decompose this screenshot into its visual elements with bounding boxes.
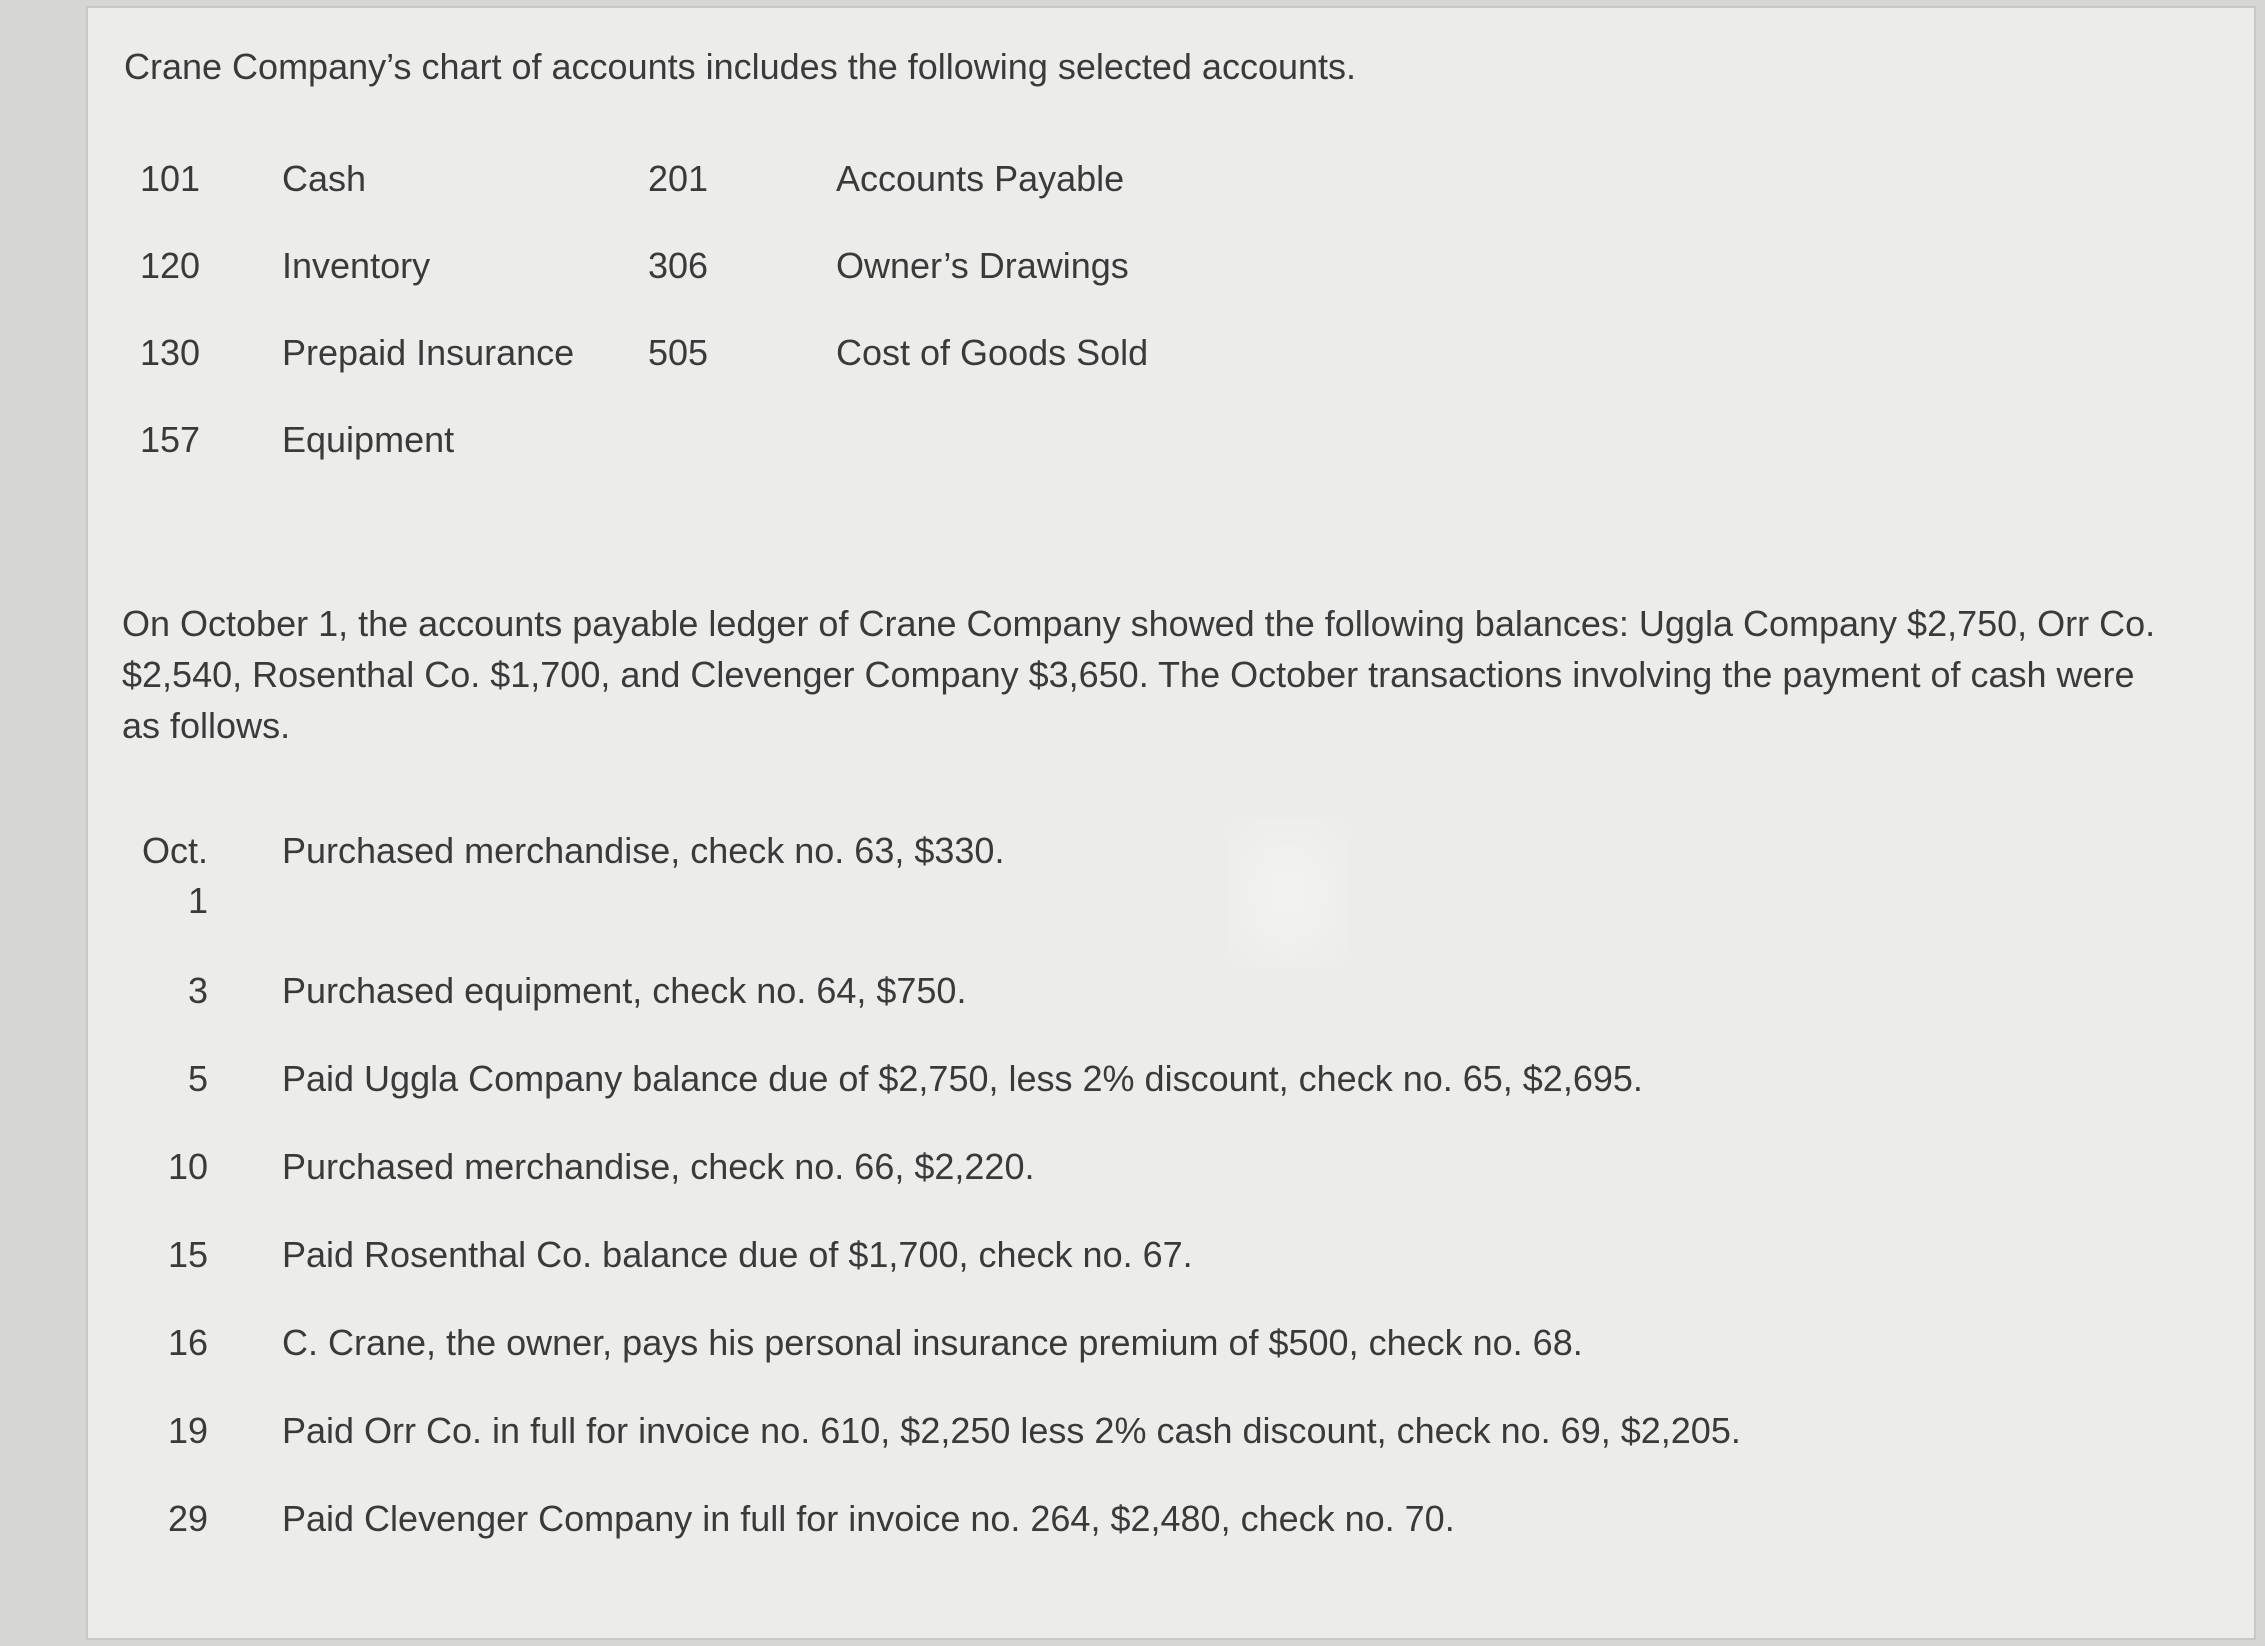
account-name: Equipment: [282, 419, 455, 460]
transaction-day: 1: [187, 880, 208, 921]
intro-text: Crane Company’s chart of accounts includes the following selected accounts.: [124, 46, 1357, 87]
transaction-day: 16: [167, 1322, 208, 1363]
transaction-day: 5: [187, 1058, 208, 1099]
account-number: 120: [140, 245, 201, 286]
account-name: Inventory: [282, 245, 431, 286]
transaction-date: [136, 966, 208, 1016]
ledger-paragraph: On October 1, the accounts payable ledger of Crane Company showed the following balances: Uggla Company $2,750, Orr Co. $2,540, Rosenthal Co. $1,700, and Clevenger Company $3,650. The October transactions involving the payment of cash were as follows.: [122, 603, 2156, 746]
account-name: Owner’s Drawings: [836, 245, 1129, 286]
transaction-day: 10: [167, 1146, 208, 1187]
transaction-description: Paid Clevenger Company in full for invoice no. 264, $2,480, check no. 70.: [282, 1498, 1455, 1539]
account-name: Prepaid Insurance: [282, 332, 575, 373]
transaction-date: [136, 826, 208, 926]
transaction-description: Paid Rosenthal Co. balance due of $1,700, check no. 67.: [282, 1234, 1193, 1275]
account-number: 130: [140, 332, 201, 373]
transaction-date: [136, 1054, 208, 1104]
transaction-date: [136, 1494, 208, 1544]
account-name: Accounts Payable: [836, 158, 1125, 199]
account-name: Cash: [282, 158, 367, 199]
transaction-description: Purchased merchandise, check no. 66, $2,220.: [282, 1146, 1035, 1187]
transaction-description: Paid Orr Co. in full for invoice no. 610, $2,250 less 2% cash discount, check no. 69, $2,205.: [282, 1410, 1741, 1451]
account-number: 306: [648, 245, 709, 286]
account-number: 101: [140, 158, 201, 199]
problem-panel: [86, 6, 2256, 1640]
transaction-day: 15: [167, 1234, 208, 1275]
transaction-month: Oct.: [141, 830, 208, 871]
transaction-day: 19: [167, 1410, 208, 1451]
transaction-date: [136, 1406, 208, 1456]
transaction-day: 29: [167, 1498, 208, 1539]
account-name: Cost of Goods Sold: [836, 332, 1149, 373]
transaction-description: C. Crane, the owner, pays his personal insurance premium of $500, check no. 68.: [282, 1322, 1583, 1363]
transaction-description: Purchased merchandise, check no. 63, $330.: [282, 830, 1005, 871]
transaction-description: Paid Uggla Company balance due of $2,750, less 2% discount, check no. 65, $2,695.: [282, 1058, 1643, 1099]
screen-glare: [1228, 818, 1348, 968]
transaction-date: [136, 1142, 208, 1192]
account-number: 201: [648, 158, 709, 199]
transaction-day: 3: [187, 970, 208, 1011]
transaction-description: Purchased equipment, check no. 64, $750.: [282, 970, 967, 1011]
account-number: 157: [140, 419, 201, 460]
transaction-date: [136, 1318, 208, 1368]
account-number: 505: [648, 332, 709, 373]
transaction-date: [136, 1230, 208, 1280]
